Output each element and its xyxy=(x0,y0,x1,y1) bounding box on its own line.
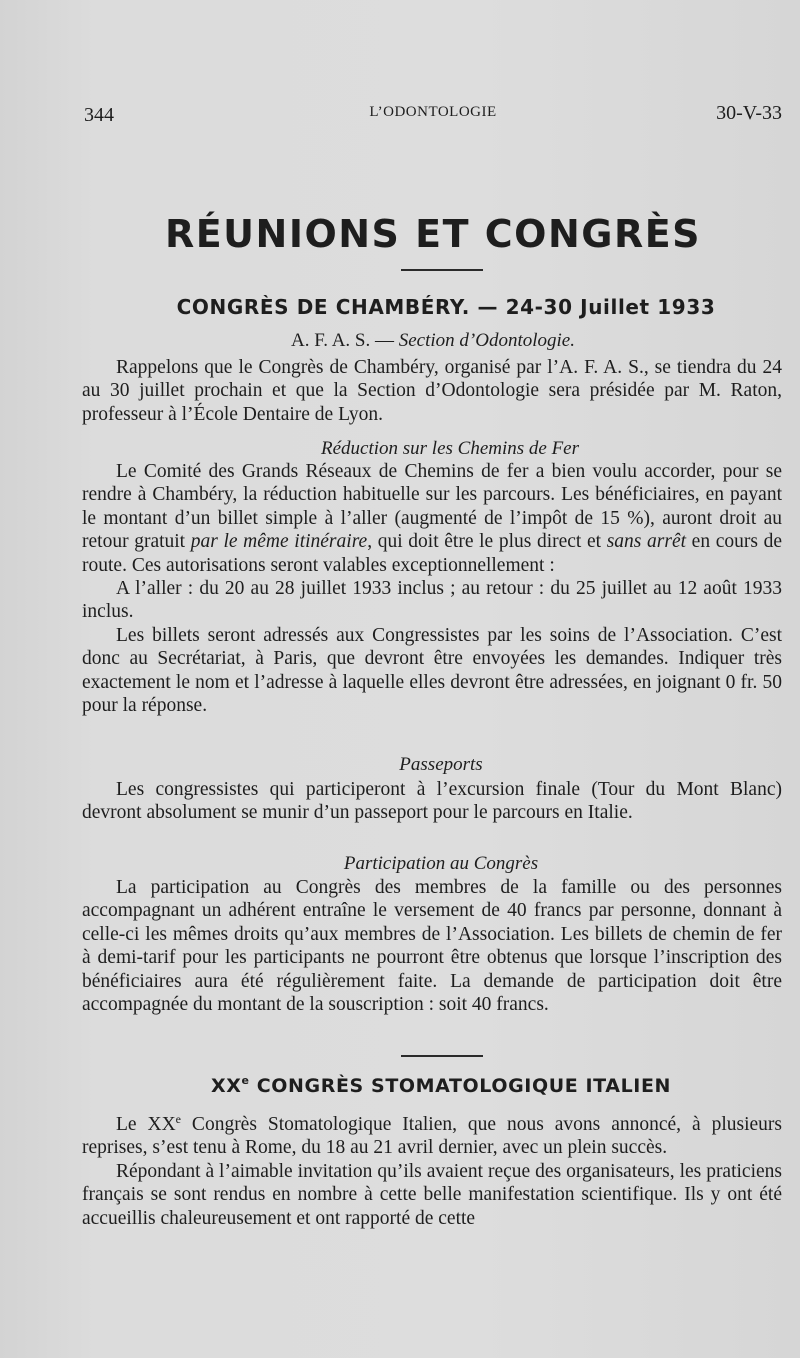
section-subheading xyxy=(84,330,782,352)
participation-paragraph: La participation au Congrès des membres de la famille ou des personnes accompagnant un adhérent entraîne le versement de 40 francs par personne, donnant à celle-ci les mêmes droits qu’aux membres de l’Association. Les billets de chemin de fer à demi-tarif pour les participants ne pourront être obtenus que lorsque l’inscription des bénéficiaires aura été régulièrement faite. La demande de participation doit être accompagnée du montant de la souscription : soit 40 francs. xyxy=(82,877,782,1016)
divider-rule xyxy=(401,269,483,271)
participation-title: Participation au Congrès xyxy=(343,853,539,874)
italic-run: sans arrêt xyxy=(606,531,687,553)
subheading-prefix: A. F. A. S. — xyxy=(290,330,399,351)
reduction-title: Réduction sur les Chemins de Fer xyxy=(320,438,580,459)
passeports-paragraph: Les congressistes qui participeront à l’excursion finale (Tour du Mont Blanc) devront absolument se munir d’un passeport pour le parcours en Italie. xyxy=(82,779,782,824)
text-run: Le XX xyxy=(116,1114,176,1135)
italic-run: par le même itinéraire xyxy=(190,531,368,553)
issue-date: 30-V-33 xyxy=(716,102,782,124)
intro-paragraph: Rappelons que le Congrès de Chambéry, organisé par l’A. F. A. S., se tiendra du 24 au 30 juillet prochain et que la Section d’Odontologie sera présidée par M. Raton, professeur à l’École Dentaire de Lyon. xyxy=(82,357,782,425)
italien-paragraph-2: Répondant à l’aimable invitation qu’ils avaient reçue des organisateurs, les praticiens français se sont rendus en nombre à cette belle manifestation scientifique. Ils y ont été accueillis chaleureusement et ont rapporté de cette xyxy=(82,1160,782,1229)
heading-run: CONGRÈS STOMATOLOGIQUE ITALIEN xyxy=(249,1075,672,1097)
intro-paragraph-block xyxy=(82,356,782,426)
passeports-title: Passeports xyxy=(399,754,483,775)
participation-block xyxy=(82,876,782,1016)
text-run: en cours de route. Ces autorisations seront valables exceptionnellement : xyxy=(82,531,782,576)
passeports-block xyxy=(82,778,782,825)
divider-rule xyxy=(401,1055,483,1057)
journal-title: L’ODONTOLOGIE xyxy=(369,104,497,120)
subheading-italic: Section d’Odontologie. xyxy=(398,330,575,351)
running-header xyxy=(84,100,782,130)
section-heading-chambery: CONGRÈS DE CHAMBÉRY. — 24-30 Juillet 1933 xyxy=(176,295,716,319)
superscript: e xyxy=(175,1112,181,1126)
page-title: RÉUNIONS ET CONGRÈS xyxy=(164,212,702,256)
reduction-paragraph-3: Les billets seront adressés aux Congressistes par les soins de l’Association. C’est donc au Secrétariat, à Paris, que devront être envoyées les demandes. Indiquer très exactement le nom et l’adresse à laquelle elles devront être adressées, en joignant 0 fr. 50 pour la réponse. xyxy=(82,624,782,717)
reduction-paragraph-1 xyxy=(82,460,782,577)
heading-run: XX xyxy=(210,1075,242,1097)
italien-block xyxy=(82,1108,782,1230)
text-run: Congrès Stomatologique Italien, que nous avons annoncé, à plusieurs reprises, s’est tenu à Rome, du 18 au 21 avril dernier, avec un plein succès. xyxy=(82,1114,782,1159)
superscript: e xyxy=(241,1074,250,1087)
reduction-paragraph-2: A l’aller : du 20 au 28 juillet 1933 inclus ; au retour : du 25 juillet au 12 août 1933 inclus. xyxy=(82,578,782,623)
page-number: 344 xyxy=(84,104,114,126)
text-run: Le Comité des Grands Réseaux de Chemins de fer a bien voulu accorder, pour se rendre à Chambéry, la réduction habituelle sur les parcours. Les bénéficiaires, en payant le montant d’un billet simple à l’aller (augmenté de l’impôt de 15 %), auront droit au retour gratuit xyxy=(82,461,782,553)
reduction-block xyxy=(82,460,782,717)
italien-paragraph-1 xyxy=(82,1108,782,1160)
text-run: , qui doit être le plus direct et xyxy=(367,531,607,553)
section-heading-italien xyxy=(100,1074,782,1097)
